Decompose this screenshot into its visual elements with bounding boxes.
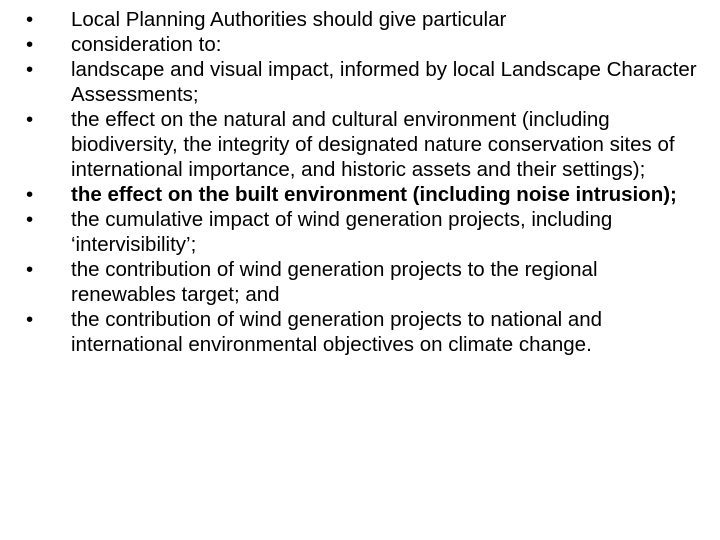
bullet-text: Local Planning Authorities should give particular [71, 8, 507, 31]
bullet-icon: • [26, 8, 34, 31]
bullet-text: consideration to: [71, 33, 222, 56]
bullet-item [26, 32, 706, 57]
bullet-icon: • [26, 108, 34, 131]
bullet-item [26, 7, 706, 32]
bullet-text: landscape and visual impact, informed by local Landscape Character Assessments; [71, 58, 697, 106]
bullet-icon: • [26, 208, 34, 231]
bullet-icon: • [26, 33, 34, 56]
bullet-item [26, 57, 706, 107]
bullet-item [26, 107, 706, 182]
bullet-text: the effect on the built environment (including noise intrusion); [71, 183, 677, 206]
bullet-item [26, 307, 706, 357]
bullet-icon: • [26, 58, 34, 81]
bullet-list [26, 7, 706, 357]
bullet-icon: • [26, 258, 34, 281]
bullet-text: the contribution of wind generation projects to national and international environmental objectives on climate change. [71, 308, 603, 356]
bullet-text: the contribution of wind generation projects to the regional renewables target; and [71, 258, 598, 306]
bullet-item [26, 257, 706, 307]
bullet-item [26, 182, 706, 207]
bullet-text: the effect on the natural and cultural environment (including biodiversity, the integrity of designated nature conservation sites of international importance, and historic assets and their settings); [71, 108, 675, 181]
bullet-text: the cumulative impact of wind generation projects, including ‘intervisibility’; [71, 208, 613, 256]
bullet-item [26, 207, 706, 257]
bullet-icon: • [26, 183, 34, 206]
bullet-icon: • [26, 308, 34, 331]
